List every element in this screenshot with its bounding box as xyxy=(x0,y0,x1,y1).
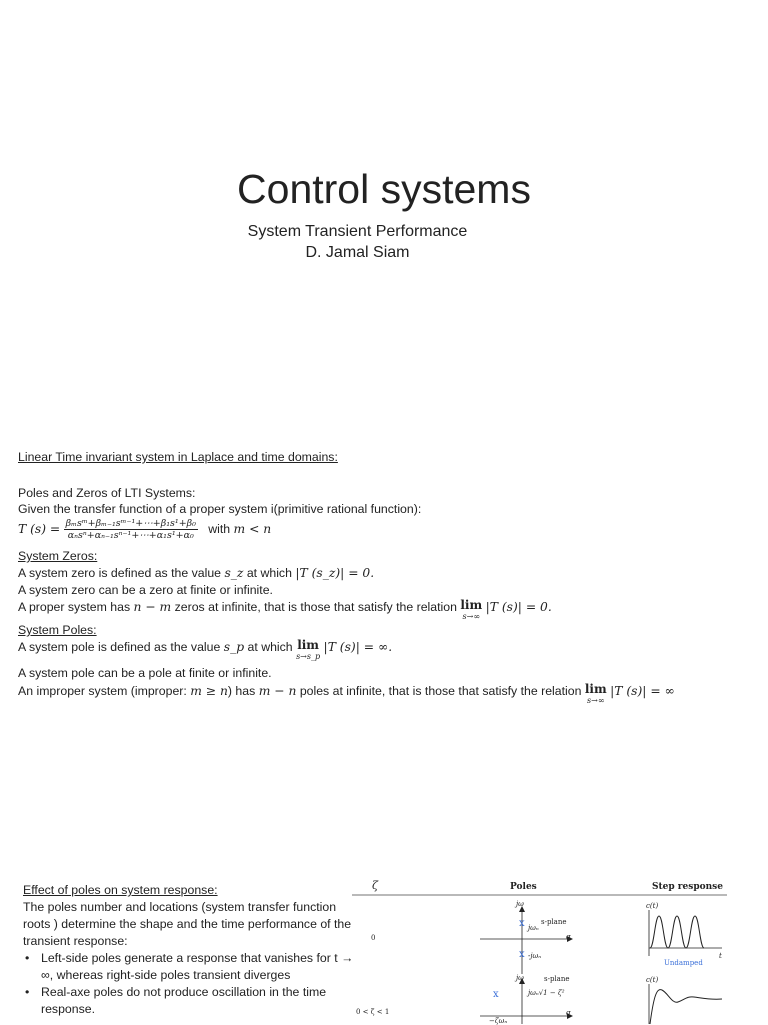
zero-condition: |T (s_z)| = 0. xyxy=(295,566,375,580)
zero-def-text: A system zero is defined as the value xyxy=(18,566,222,580)
effect-heading: Effect of poles on system response: xyxy=(23,883,218,897)
pole-finite: A system pole can be a pole at finite or infinite. xyxy=(18,666,272,680)
proper-condition: |T (s)| = 0. xyxy=(485,600,552,614)
subtitle: System Transient Performance xyxy=(247,223,468,240)
list-item: • Real-axe poles do not produce oscillation in the time response. xyxy=(41,984,358,1018)
improper-expr: m − n xyxy=(258,684,297,698)
limit-sp xyxy=(296,639,320,663)
undamped-label: Undamped xyxy=(664,959,703,967)
pole-definition xyxy=(18,639,392,663)
splane-label-2: s-plane xyxy=(544,975,570,983)
row1-zeta: 0 xyxy=(371,934,376,942)
pole-def-text: A system pole is defined as the value xyxy=(18,640,221,654)
neg-jwn-label: -jωₙ xyxy=(528,952,542,960)
proper-text-b: zeros at infinite, that is those that satisfy the relation xyxy=(174,600,457,614)
t-label: t xyxy=(719,952,722,960)
tf-denominator: αₙsⁿ+αₙ₋₁sⁿ⁻¹+⋯+α₁s¹+α₀ xyxy=(67,530,194,541)
tf-fraction xyxy=(64,518,198,541)
sigma-label-2: σ xyxy=(566,1009,571,1017)
neg-zeta-wn-label: −ζωₙ xyxy=(489,1017,508,1025)
poles-figure xyxy=(342,876,730,1024)
pole-condition: |T (s)| = ∞. xyxy=(323,640,393,654)
lim-word-2: lim xyxy=(297,638,320,652)
improper-text-a: An improper system (improper: xyxy=(18,684,187,698)
page-title: Control systems xyxy=(237,166,531,212)
lim-word: lim xyxy=(460,598,483,612)
limit-inf xyxy=(460,599,482,623)
pole-marker: x xyxy=(519,918,525,929)
improper-system xyxy=(18,683,675,707)
jwn-label: jωₙ xyxy=(528,924,539,932)
lim-word-3: lim xyxy=(584,682,607,696)
col-poles: Poles xyxy=(510,882,537,892)
sigma-label: σ xyxy=(566,933,571,941)
effect-section xyxy=(23,882,358,1018)
limit-inf-2 xyxy=(585,683,607,707)
lti-heading: Linear Time invariant system in Laplace and time domains: xyxy=(18,450,338,464)
effect-intro: The poles number and locations (system transfer function roots ) determine the shape and the time performance of the transient response: xyxy=(23,900,352,948)
pole-marker: x xyxy=(493,989,499,1000)
poles-heading: System Poles: xyxy=(18,623,97,637)
zero-definition xyxy=(18,565,374,581)
lim-sub-3: s→∞ xyxy=(587,696,605,705)
pole-def-text-b: at which xyxy=(247,640,293,654)
author: D. Jamal Siam xyxy=(305,244,410,261)
proper-expr: n − m xyxy=(133,600,172,614)
ct-label-2: c(t) xyxy=(646,976,659,984)
underdamped-curve xyxy=(650,990,722,1024)
subtitle-block xyxy=(0,221,715,263)
improper-cond: m ≥ n xyxy=(190,684,228,698)
row2-zeta: 0 < ζ < 1 xyxy=(356,1008,390,1016)
improper-lim-cond: |T (s)| = ∞ xyxy=(610,684,675,698)
zero-finite: A system zero can be a zero at finite or infinite. xyxy=(18,583,273,597)
with-condition: m < n xyxy=(233,521,272,536)
pole-symbol: s_p xyxy=(223,640,245,654)
zero-symbol: s_z xyxy=(224,566,244,580)
tf-numerator: βₘsᵐ+βₘ₋₁sᵐ⁻¹+⋯+β₁s¹+β₀ xyxy=(65,518,196,529)
proper-text-a: A proper system has xyxy=(18,600,131,614)
col-step: Step response xyxy=(652,882,723,892)
proper-system xyxy=(18,599,552,623)
splane-label: s-plane xyxy=(541,918,567,926)
poles-zeros-heading: Poles and Zeros of LTI Systems: xyxy=(18,486,196,500)
given-text: Given the transfer function of a proper system i(primitive rational function): xyxy=(18,502,422,516)
col-zeta: ζ xyxy=(372,879,378,892)
pole-marker: x xyxy=(519,949,525,960)
figure-drawing xyxy=(342,876,730,1024)
zero-def-text-b: at which xyxy=(246,566,292,580)
list-item: • Left-side poles generate a response that vanishes for t → ∞, whereas right-side poles transient diverges xyxy=(41,950,358,984)
effect-list xyxy=(23,950,358,1018)
jw-label: jω xyxy=(516,900,524,908)
improper-text-c: poles at infinite, that is those that satisfy the relation xyxy=(299,684,582,698)
lim-sub-2: s→s_p xyxy=(296,652,321,661)
transfer-function xyxy=(18,518,271,541)
tf-lhs: T (s) = xyxy=(18,521,61,536)
improper-text-b: ) has xyxy=(227,684,256,698)
lim-sub: s→∞ xyxy=(462,612,481,621)
ct-label: c(t) xyxy=(646,902,659,910)
zeros-heading: System Zeros: xyxy=(18,549,98,563)
jw-label-2: jω xyxy=(516,974,524,982)
jwn-damped-label: jωₙ√1 − ζ² xyxy=(528,989,565,997)
with-label: with xyxy=(208,521,231,536)
undamped-curve xyxy=(650,916,704,948)
